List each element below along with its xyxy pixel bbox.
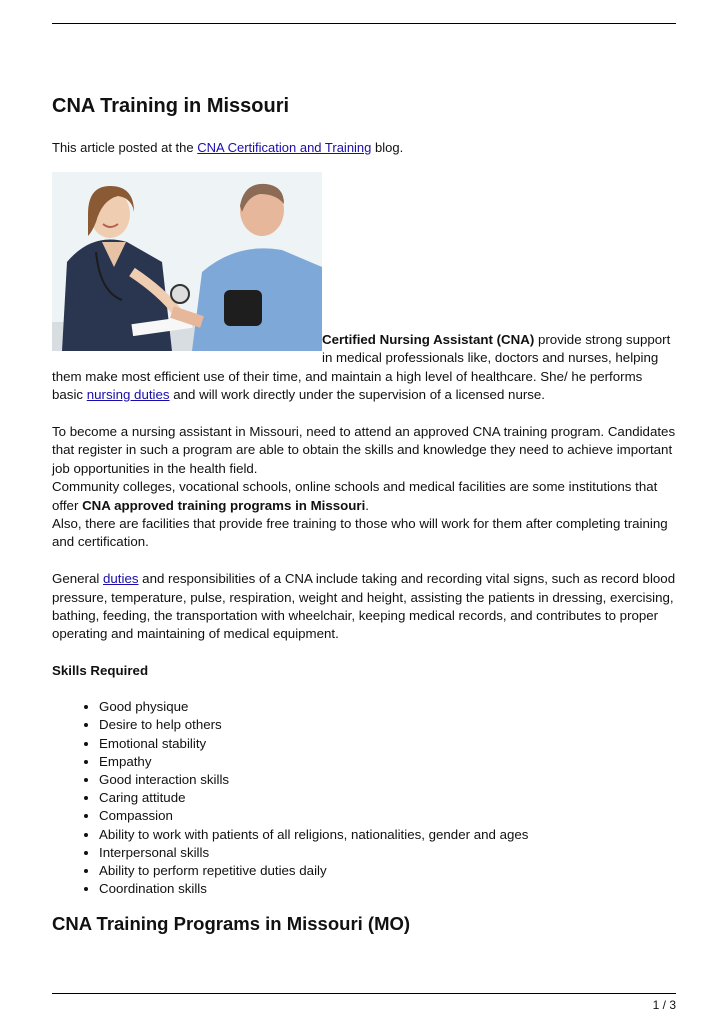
bottom-rule [52, 993, 676, 994]
spacer [52, 405, 676, 423]
requirements-text: To become a nursing assistant in Missouri, need to attend an approved CNA training program. Candidates that register in such a program are able to obtain the skills and knowledge they need to achieve important job opportunities in the health field. [52, 424, 676, 476]
nursing-duties-link[interactable]: nursing duties [86, 387, 170, 403]
byline [52, 139, 676, 157]
top-rule [52, 23, 676, 24]
cna-term: Certified Nursing Assistant (CNA) [322, 332, 535, 347]
section-heading: CNA Training Programs in Missouri (MO) [52, 912, 411, 934]
list-item: • Compassion [99, 807, 676, 825]
duties-paragraph [52, 570, 676, 644]
list-item: • Interpersonal skills [99, 844, 676, 862]
skills-heading: Skills Required [52, 663, 149, 679]
byline-text-end: blog. [371, 140, 404, 155]
institutions-end: . [365, 497, 369, 513]
duties-text-end: and responsibilities of a CNA include taking and recording vital signs, such as record blood pressure, temperature, pulse, respiration, weight and height, assisting the patients in dressing, exercising, bathing, feeding, the transportation with wheelchair, keeping medical records, and contributes to proper operating and maintaining of medical equipment. [52, 571, 676, 642]
duties-link[interactable]: duties [103, 571, 139, 587]
skills-list [52, 698, 676, 898]
list-item: • Ability to perform repetitive duties daily [99, 862, 676, 880]
page-number: 1 / 3 [652, 998, 676, 1012]
blog-link[interactable]: CNA Certification and Training [197, 140, 372, 155]
list-item: • Emotional stability [99, 735, 676, 753]
intro-text-end: and will work directly under the supervision of a licensed nurse. [169, 387, 546, 403]
list-item: • Coordination skills [99, 880, 676, 898]
list-item: • Desire to help others [99, 716, 676, 734]
spacer [52, 644, 676, 662]
list-item: • Ability to work with patients of all religions, nationalities, gender and ages [99, 826, 676, 844]
institutions-text: Community colleges, vocational schools, online schools and medical facilities are some institutions that offer [52, 479, 658, 513]
duties-text: General [52, 571, 103, 587]
list-item: • Good physique [99, 698, 676, 716]
free-training-text: Also, there are facilities that provide free training to those who will work for them after completing training and certification. [52, 516, 668, 550]
spacer [52, 552, 676, 570]
article [52, 94, 676, 935]
requirements-paragraph [52, 423, 676, 552]
list-item: • Caring attitude [99, 789, 676, 807]
page-title: CNA Training in Missouri [52, 95, 290, 117]
list-item: • Empathy [99, 753, 676, 771]
photo-illustration [52, 172, 322, 351]
nurse-patient-photo [52, 172, 322, 351]
intro-text: provide strong support in medical professionals like, doctors and nurses, helping them make most efficient use of their time, and maintain a high level of healthcare. She/ he performs basic [52, 332, 671, 403]
approved-programs-term: CNA approved training programs in Missouri [82, 497, 366, 513]
byline-text: This article posted at the [52, 140, 198, 155]
list-item: • Good interaction skills [99, 771, 676, 789]
